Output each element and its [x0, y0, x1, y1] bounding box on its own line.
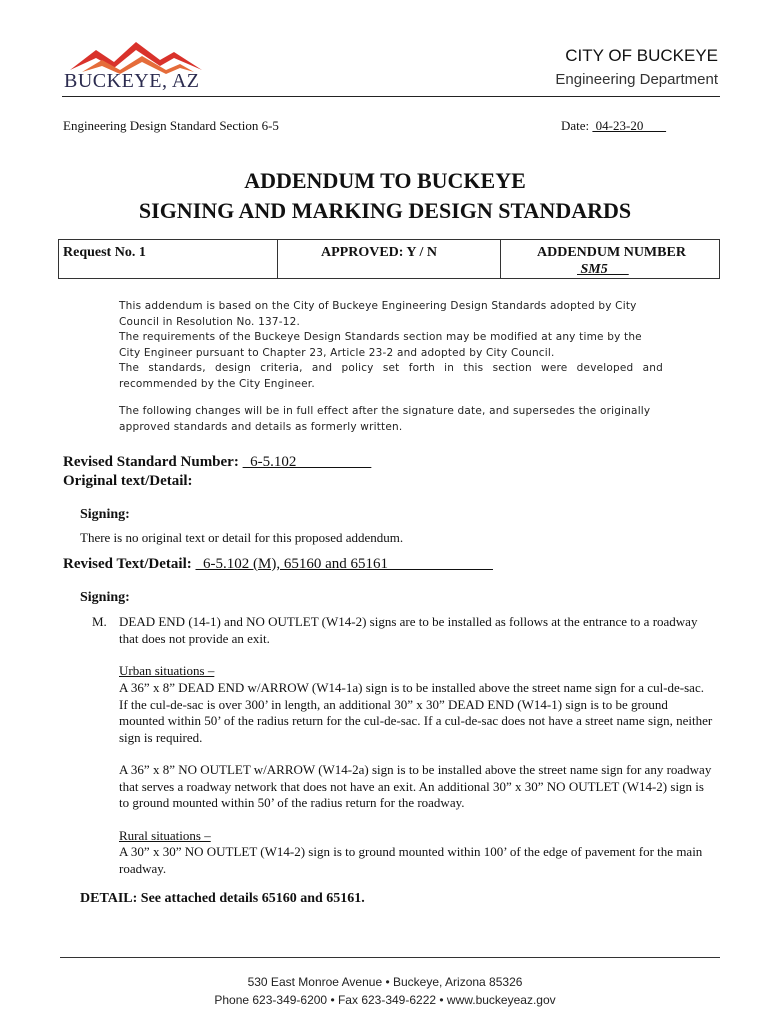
- footer-address: 530 East Monroe Avenue • Buckeye, Arizona 85326: [247, 975, 523, 989]
- request-number: Request No. 1: [63, 245, 146, 260]
- department-name: Engineering Department: [555, 71, 718, 88]
- signing-heading: Signing:: [80, 507, 130, 522]
- addendum-number-label: ADDENDUM NUMBER: [537, 245, 686, 260]
- intro-paragraph: The requirements of the Buckeye Design Standards section may be modified at any time by the City Engineer pursuant to Chapter 23, Article 23-2 and adopted by City Council.: [119, 331, 642, 359]
- table-divider: [500, 240, 501, 278]
- original-detail-label: Original text/Detail:: [63, 473, 193, 489]
- original-text: There is no original text or detail for this proposed addendum.: [80, 530, 404, 545]
- item-text: DEAD END (14-1) and NO OUTLET (W14-2) signs are to be installed as follows at the entrance to a roadway that does not provide an exit.: [119, 614, 698, 646]
- revised-standard-value: 6-5.102: [242, 454, 372, 470]
- date-line: [561, 118, 666, 134]
- effective-statement: The following changes will be in full effect after the signature date, and supersedes the originally approved standards and details as formerly written.: [119, 405, 651, 433]
- revised-standard-label: Revised Standard Number:: [63, 454, 243, 470]
- date-label: Date:: [561, 118, 593, 133]
- header-divider: [62, 96, 720, 97]
- standard-section: Engineering Design Standard Section 6-5: [63, 118, 279, 133]
- table-divider: [277, 240, 278, 278]
- revised-standard-line: [63, 454, 371, 471]
- intro-block: [119, 299, 663, 392]
- date-value: 04-23-20: [592, 118, 667, 133]
- item-label: M.: [92, 614, 107, 629]
- city-name: CITY OF BUCKEYE: [565, 46, 718, 65]
- footer-contact: Phone 623-349-6200 • Fax 623-349-6222 • www.buckeyeaz.gov: [214, 993, 556, 1007]
- urban-paragraph: A 36” x 8” NO OUTLET w/ARROW (W14-2a) sign is to be installed above the street name sign for any roadway that serves a roadway network that does not have an exit. An additional 30” x 30” NO OUTLET (W14-2) sign is to ground mounted within 50’ of the radius return for the roadway.: [119, 762, 712, 810]
- intro-paragraph: The standards, design criteria, and policy set forth in this section were developed and recommended by the City Engineer.: [119, 362, 663, 390]
- rural-heading: Rural situations –: [119, 828, 211, 843]
- revised-text-line: [63, 556, 493, 573]
- signing-heading: Signing:: [80, 590, 130, 605]
- detail-reference: DETAIL: See attached details 65160 and 65161.: [80, 891, 365, 906]
- revised-text-value: 6-5.102 (M), 65160 and 65161: [195, 556, 493, 572]
- approved-status: APPROVED: Y / N: [321, 245, 438, 260]
- intro-paragraph: This addendum is based on the City of Buckeye Engineering Design Standards adopted by City Council in Resolution No. 137-12.: [119, 300, 637, 328]
- urban-paragraph: A 36” x 8” DEAD END w/ARROW (W14-1a) sign is to be installed above the street name sign for a cul-de-sac. If the cul-de-sac is over 300’ in length, an additional 30” x 30” DEAD END (W14-1) sign is to be ground mounted within 50’ of the radius return for the cul-de-sac. If a cul-de-sac does not have a street name sign, neither sign is required.: [119, 680, 713, 745]
- footer-divider: [60, 957, 720, 958]
- rural-paragraph: A 30” x 30” NO OUTLET (W14-2) sign is to ground mounted within 100’ of the edge of pavement for the main roadway.: [119, 844, 703, 876]
- document-title-line1: ADDENDUM TO BUCKEYE: [244, 168, 526, 193]
- logo-text: BUCKEYE, AZ: [64, 70, 200, 92]
- document-title-line2: SIGNING AND MARKING DESIGN STANDARDS: [138, 198, 632, 223]
- addendum-number-value: SM5: [577, 262, 629, 277]
- revised-text-label: Revised Text/Detail:: [63, 556, 196, 572]
- urban-heading: Urban situations –: [119, 663, 215, 678]
- request-table: [58, 239, 720, 279]
